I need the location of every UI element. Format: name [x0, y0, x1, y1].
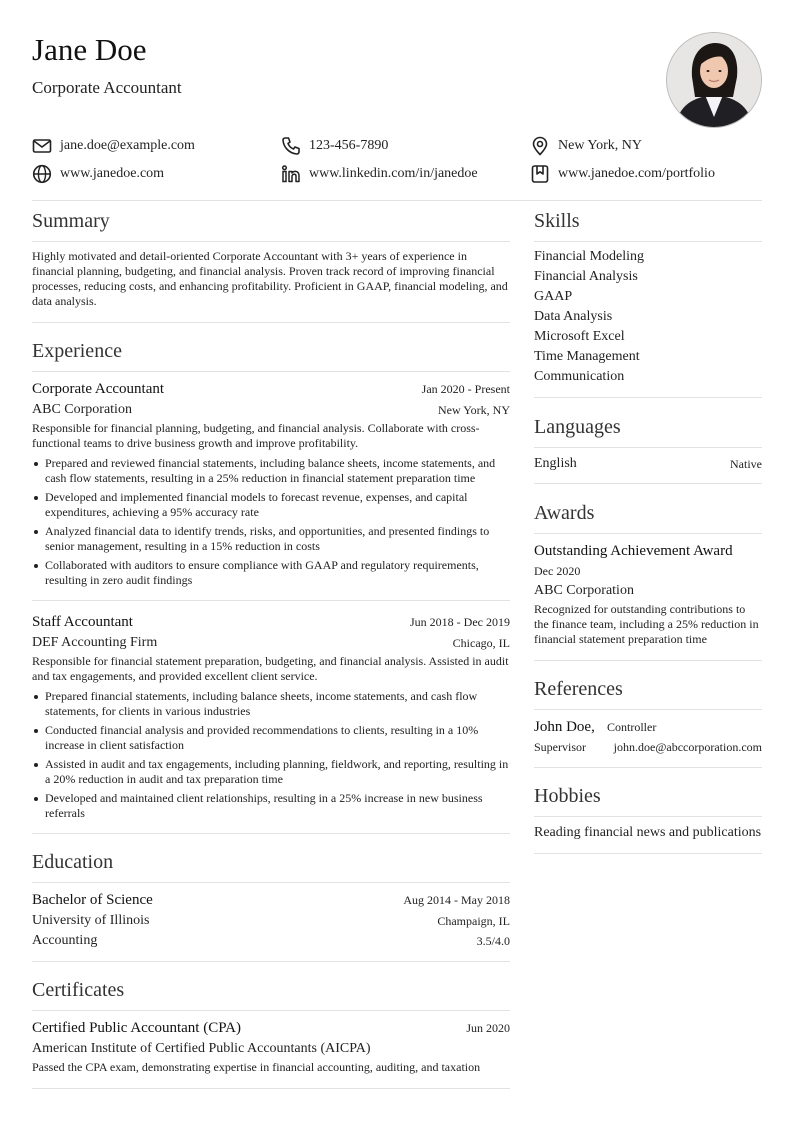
achievement-item: Assisted in audit and tax engagements, including planning, fieldwork, and reporting, resulting in a 20% reduction in audit and tax preparation time [32, 757, 510, 787]
job-location: New York, NY [437, 403, 510, 417]
award-date: Dec 2020 [534, 564, 581, 578]
skill-item: Time Management [534, 349, 640, 364]
certificate-description: Passed the CPA exam, demonstrating expertise in financial accounting, auditing, and taxation [32, 1060, 481, 1074]
achievement-item: Developed and implemented financial models to forecast revenue, expenses, and capital expenditures, achieving a 95% accuracy rate [32, 490, 510, 520]
award-title: Outstanding Achievement Award [534, 543, 733, 559]
awards-heading: Awards [534, 502, 595, 524]
reference-name: John Doe, [534, 719, 595, 735]
certificates-end-divider [32, 1088, 510, 1089]
header-divider [32, 200, 762, 201]
certificate-issuer: American Institute of Certified Public Accountants (AICPA) [32, 1041, 371, 1056]
achievement-item: Prepared financial statements, including balance sheets, income statements, and cash flow statements, for clients in various industries [32, 689, 510, 719]
references-end-divider [534, 767, 762, 768]
skills-rule [534, 241, 762, 242]
language-name: English [534, 456, 577, 471]
award-description: Recognized for outstanding contributions to the finance team, including a 25% reduction in financial statement preparation time [534, 602, 759, 646]
location-pin-icon [530, 136, 550, 156]
job-divider [32, 600, 510, 601]
skills-heading: Skills [534, 210, 580, 232]
skills-end-divider [534, 397, 762, 398]
achievement-item: Developed and maintained client relationships, resulting in a 25% increase in new business referrals [32, 791, 510, 821]
school-name: University of Illinois [32, 913, 150, 928]
languages-rule [534, 447, 762, 448]
achievement-item: Prepared and reviewed financial statements, including balance sheets, income statements, and cash flow statements, resulting in a 25% reduction in financial statement preparation time [32, 456, 510, 486]
profile-photo [666, 32, 762, 128]
job-description: Responsible for financial planning, budgeting, and financial analysis. Collaborate with cross-functional teams to drive business growth and improve profitability. [32, 421, 480, 450]
bookmark-icon [530, 164, 550, 184]
experience-rule [32, 371, 510, 372]
linkedin-icon [281, 164, 301, 184]
summary-rule [32, 241, 510, 242]
skill-item: GAAP [534, 289, 573, 304]
candidate-name: Jane Doe [32, 32, 147, 67]
summary-end-divider [32, 322, 510, 323]
field-of-study: Accounting [32, 933, 98, 948]
website-text: www.janedoe.com [60, 166, 165, 181]
awards-end-divider [534, 660, 762, 661]
reference-role: Controller [607, 720, 657, 734]
references-rule [534, 709, 762, 710]
portfolio-text: www.janedoe.com/portfolio [558, 166, 715, 181]
job-achievements [32, 456, 510, 592]
hobbies-heading: Hobbies [534, 785, 601, 807]
education-end-divider [32, 961, 510, 962]
certificates-rule [32, 1010, 510, 1011]
job-title: Corporate Accountant [32, 381, 165, 397]
job-title: Staff Accountant [32, 614, 133, 630]
skill-item: Data Analysis [534, 309, 613, 324]
job-dates: Jan 2020 - Present [421, 382, 510, 396]
summary-heading: Summary [32, 210, 110, 232]
reference-relation: Supervisor [534, 740, 586, 754]
phone-icon [281, 136, 301, 156]
certificates-heading: Certificates [32, 979, 125, 1001]
awards-rule [534, 533, 762, 534]
summary-text: Highly motivated and detail-oriented Corporate Accountant with 3+ years of experience in financial planning, budgeting, and financial analysis. Proven track record of improving financial processes, reducing costs, and enhancing profitability. Proficient in GAAP, financial modeling, and data analysis. [32, 249, 508, 308]
job-description: Responsible for financial statement preparation, budgeting, and financial analysis. Assisted in audit and tax engagements, and provided excellent client service. [32, 654, 509, 683]
candidate-title: Corporate Accountant [32, 78, 182, 97]
gpa: 3.5/4.0 [476, 934, 510, 948]
languages-heading: Languages [534, 416, 621, 438]
skill-item: Financial Analysis [534, 269, 638, 284]
experience-end-divider [32, 833, 510, 834]
school-location: Champaign, IL [437, 914, 510, 928]
hobbies-rule [534, 816, 762, 817]
hobbies-end-divider [534, 853, 762, 854]
certificate-date: Jun 2020 [466, 1021, 510, 1035]
hobbies-text: Reading financial news and publications [534, 825, 762, 840]
languages-end-divider [534, 483, 762, 484]
language-level: Native [730, 457, 762, 471]
location-text: New York, NY [558, 138, 643, 153]
skill-item: Financial Modeling [534, 249, 645, 264]
phone-text: 123-456-7890 [309, 138, 389, 153]
mail-icon [32, 136, 52, 156]
skill-item: Communication [534, 369, 625, 384]
award-issuer: ABC Corporation [534, 583, 634, 598]
job-location: Chicago, IL [452, 636, 510, 650]
email-text: jane.doe@example.com [60, 138, 195, 153]
linkedin-text: www.linkedin.com/in/janedoe [309, 166, 478, 181]
references-heading: References [534, 678, 623, 700]
experience-heading: Experience [32, 340, 122, 362]
achievement-item: Conducted financial analysis and provided recommendations to clients, resulting in a 10% increase in client satisfaction [32, 723, 510, 753]
job-achievements [32, 689, 510, 825]
globe-icon [32, 164, 52, 184]
certificate-name: Certified Public Accountant (CPA) [32, 1020, 242, 1036]
education-dates: Aug 2014 - May 2018 [403, 893, 510, 907]
reference-email[interactable]: john.doe@abccorporation.com [613, 740, 762, 754]
job-dates: Jun 2018 - Dec 2019 [410, 615, 510, 629]
achievement-item: Analyzed financial data to identify trends, risks, and opportunities, and presented findings to senior management, resulting in a 15% reduction in costs [32, 524, 510, 554]
education-heading: Education [32, 851, 114, 873]
skill-item: Microsoft Excel [534, 329, 625, 344]
education-rule [32, 882, 510, 883]
profile-photo-illustration [667, 33, 761, 127]
achievement-item: Collaborated with auditors to ensure compliance with GAAP and regulatory requirements, resulting in zero audit findings [32, 558, 510, 588]
job-company: DEF Accounting Firm [32, 635, 158, 650]
job-company: ABC Corporation [32, 402, 132, 417]
degree-name: Bachelor of Science [32, 892, 153, 908]
